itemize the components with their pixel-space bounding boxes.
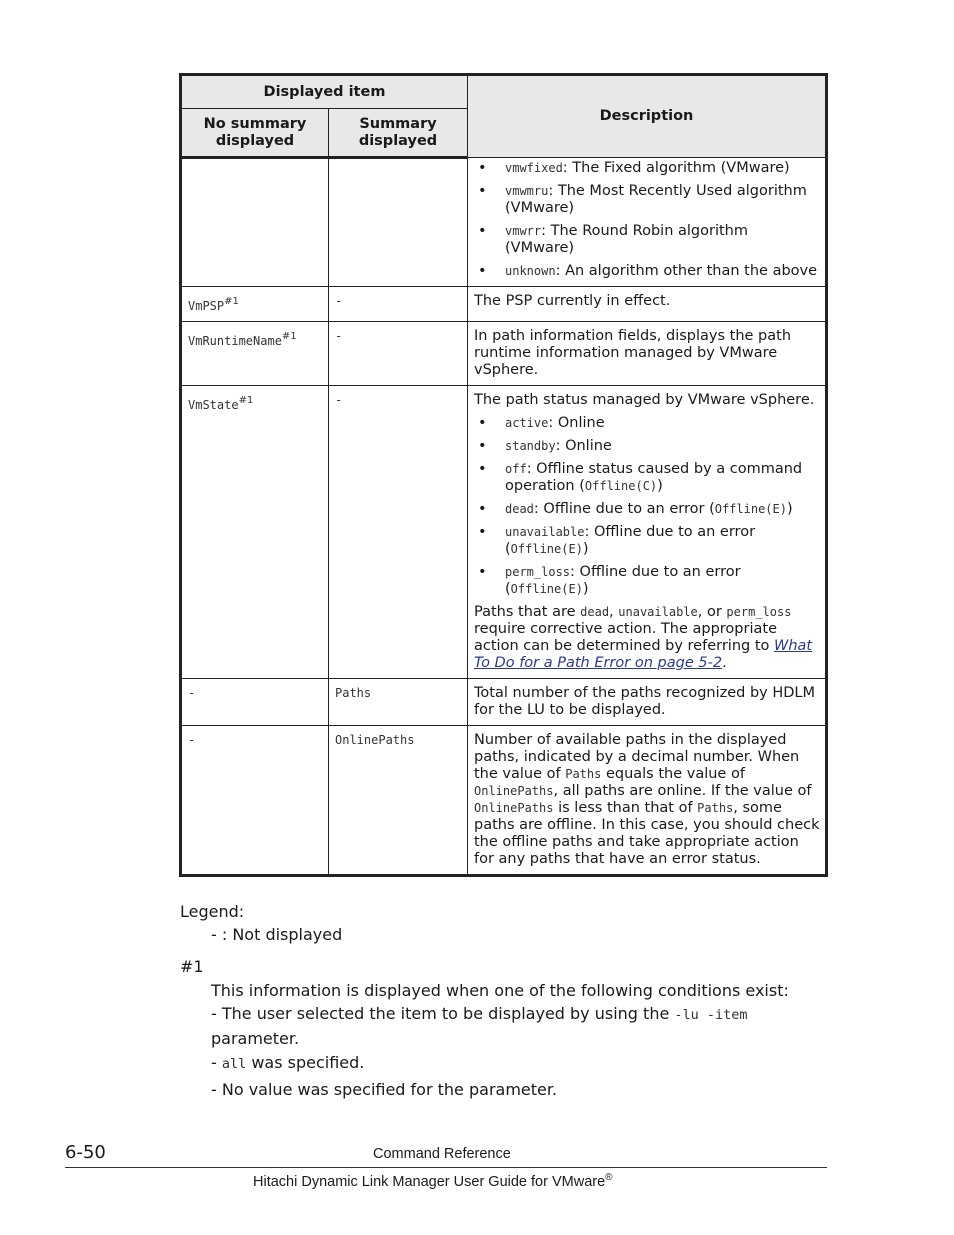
list-item: • vmwrr: The Round Robin algorithm (VMware) [478,223,748,256]
table-row [181,678,827,725]
header-description: Description [468,75,827,158]
list-item: • standby: Online [478,437,612,454]
list-item: • dead: Offline due to an error (Offline(E)) [478,500,793,517]
footnote-intro: This information is displayed when one of the following conditions exist: [211,981,789,1000]
footer-divider [65,1167,827,1168]
displayed-items-table [179,73,828,877]
cell-no-summary: - [181,678,329,725]
footnote-condition: - No value was specified for the parameter. [211,1080,558,1099]
section-title: Command Reference [373,1146,511,1162]
legend-title: Legend: [180,902,245,921]
header-displayed-item: Displayed item [181,75,468,109]
page-number: 6-50 [65,1142,106,1163]
cell-item-name: Paths [329,678,468,725]
cell-description: The PSP currently in effect. [468,287,827,322]
footnote-condition: - The user selected the item to be displayed by using the -lu -item parameter. [211,1004,748,1048]
cell-description [468,385,827,678]
cell-item-name: OnlinePaths [329,725,468,875]
cell-empty [181,158,329,287]
cell-description [468,158,827,287]
cell-empty [329,158,468,287]
vmstate-note: Paths that are dead, unavailable, or perm_loss require corrective action. The appropriate action can be determined by referring to What To Do for a Path Error on page 5-2. [474,603,813,671]
cell-summary: - [329,287,468,322]
table-row [181,158,827,287]
cell-description: Total number of the paths recognized by HDLM for the LU to be displayed. [468,678,827,725]
header-no-summary: No summary displayed [181,109,329,158]
legend-entry: - : Not displayed [211,925,343,944]
book-title: Hitachi Dynamic Link Manager User Guide for VMware® [253,1172,613,1190]
list-item: • vmwmru: The Most Recently Used algorithm (VMware) [478,183,807,216]
list-item: • unknown: An algorithm other than the above [478,263,818,279]
table-row [181,385,827,678]
table-row [181,725,827,875]
list-item: • off: Offline status caused by a command operation (Offline(C)) [478,460,803,494]
cell-summary: - [329,385,468,678]
table-notes [180,900,820,1101]
cell-item-name: VmPSP$^{\#1}$ [181,287,329,322]
footnote-mark: #1 [180,957,204,976]
list-item: • unavailable: Offline due to an error (Offline(E)) [478,523,756,557]
table-row [181,287,827,322]
cell-description: Number of available paths in the displayed paths, indicated by a decimal number. When the value of Paths equals the value of OnlinePaths, all paths are online. If the value of OnlinePaths is less than that of Paths, some paths are offline. In this case, you should check the offline paths and take appropriate action for any paths that have an error status. [468,725,827,875]
path-error-link[interactable]: What To Do for a Path Error on page 5-2 [474,637,813,671]
algorithm-list [474,160,820,280]
cell-summary: - [329,321,468,385]
cell-item-name: VmRuntimeName$^{\#1}$ [181,321,329,385]
state-list [474,415,820,598]
header-summary: Summary displayed [329,109,468,158]
table-row [181,321,827,385]
footnote-condition: - all was specified. [211,1053,365,1072]
cell-description: In path information fields, displays the path runtime information managed by VMware vSphere. [468,321,827,385]
list-item: • perm_loss: Offline due to an error (Offline(E)) [478,563,741,597]
list-item: • vmwfixed: The Fixed algorithm (VMware) [478,160,790,176]
vmstate-intro: The path status managed by VMware vSphere. [474,391,815,408]
cell-no-summary: - [181,725,329,875]
cell-item-name: VmState$^{\#1}$ [181,385,329,678]
list-item: • active: Online [478,414,605,431]
